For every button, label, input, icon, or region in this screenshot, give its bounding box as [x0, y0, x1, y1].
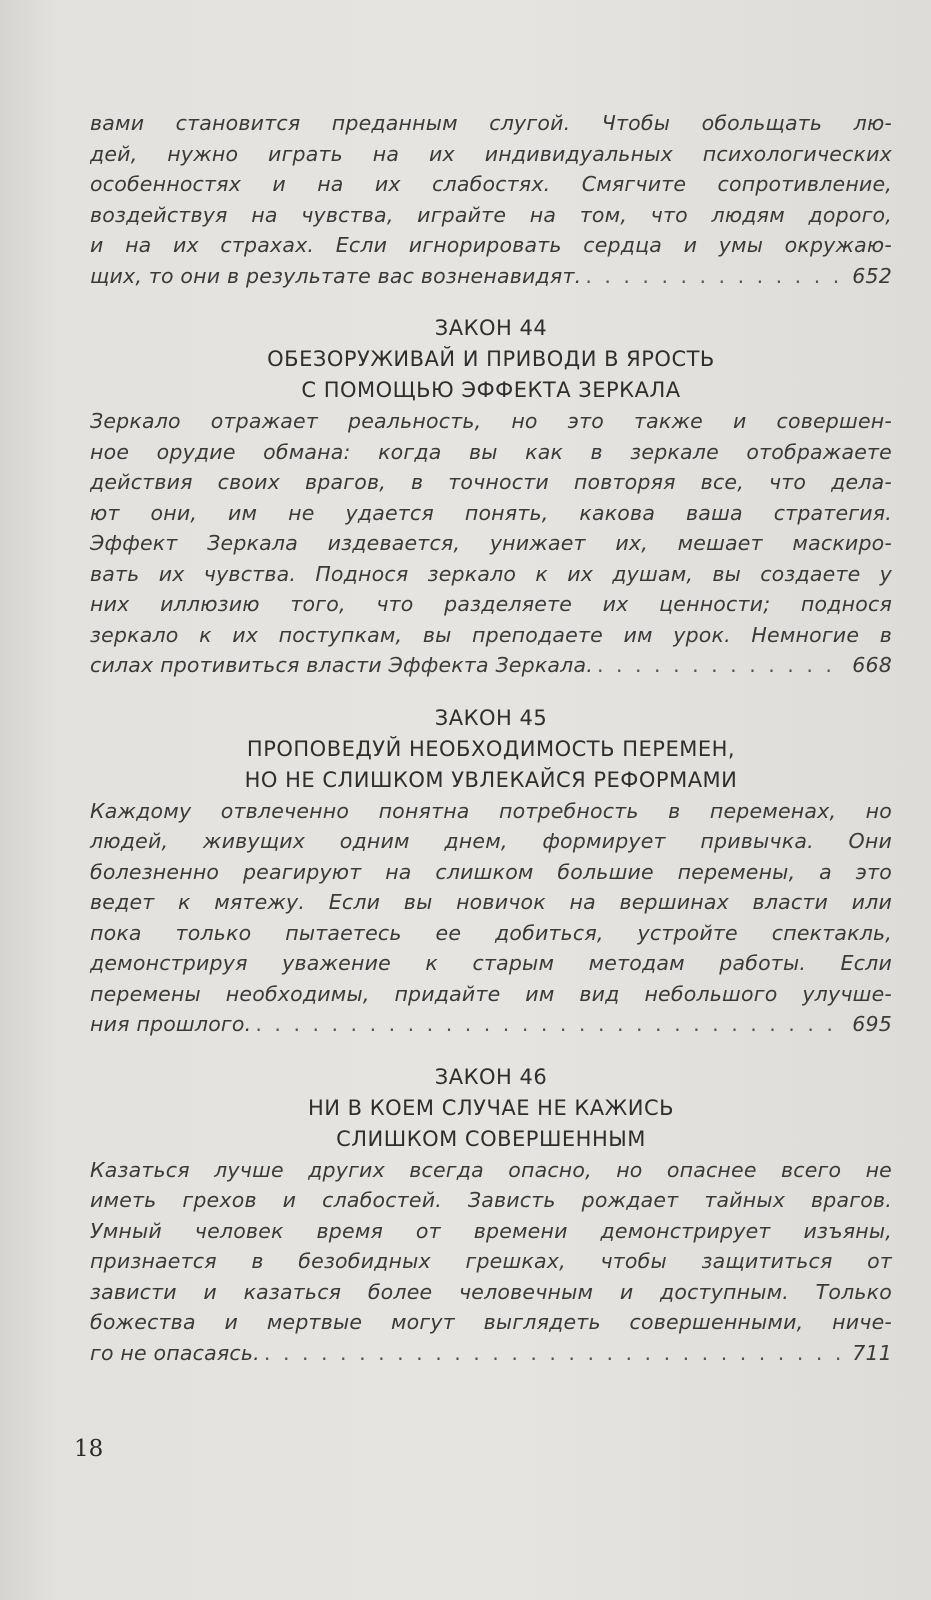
page-number: 695	[852, 1012, 892, 1036]
text-line: и на их страхах. Если игнорировать сердца и умы окружаю-	[90, 233, 892, 257]
text-line: признается в безобидных грешках, чтобы защититься от	[90, 1249, 892, 1273]
text-line: особенностях и на их слабостях. Смягчите сопротивление,	[90, 172, 892, 196]
law-number: ЗАКОН 44	[434, 316, 548, 340]
text-line: пока только пытаетесь ее добиться, устройте спектакль,	[90, 920, 892, 945]
text-line: го не опасаясь.	[90, 1340, 260, 1365]
law-title-line: НО НЕ СЛИШКОМ УВЛЕКАЙСЯ РЕФОРМАМИ	[244, 767, 738, 792]
contents-column	[90, 108, 892, 1368]
page-number: 652	[852, 263, 892, 288]
dot-leader	[585, 261, 844, 292]
text-line: ведет к мятежу. Если вы новичок на вершинах власти или	[90, 890, 892, 914]
text-line: зависти и казаться более человечным и доступным. Только	[90, 1279, 892, 1304]
entry-last-line	[90, 261, 892, 292]
text-line: демонстрируя уважение к старым методам работы. Если	[90, 951, 892, 975]
law-title-line: ПРОПОВЕДУЙ НЕОБХОДИМОСТЬ ПЕРЕМЕН,	[246, 736, 736, 761]
law-description	[90, 1155, 892, 1369]
text-line: дей, нужно играть на их индивидуальных психологических	[90, 141, 892, 166]
text-line: щих, то они в результате вас возненавидят.	[90, 263, 582, 288]
text-line: Эффект Зеркала издевается, унижает их, мешает маскиро-	[90, 531, 892, 555]
law-title-line: ОБЕЗОРУЖИВАЙ И ПРИВОДИ В ЯРОСТЬ	[267, 347, 715, 371]
law-number: ЗАКОН 45	[434, 705, 548, 730]
folio-page-number: 18	[74, 1436, 104, 1462]
text-line: зеркало к их поступкам, вы преподаете им урок. Немногие в	[90, 622, 892, 647]
entry-last-line	[90, 1009, 892, 1040]
text-line: Умный человек время от времени демонстрирует изъяны,	[90, 1218, 892, 1243]
law-title-line: С ПОМОЩЬЮ ЭФФЕКТА ЗЕРКАЛА	[301, 378, 681, 402]
law-description	[90, 406, 892, 681]
text-line: вать их чувства. Поднося зеркало к их душам, вы создаете у	[90, 561, 892, 586]
text-line: ния прошлого.	[90, 1012, 252, 1036]
dot-leader	[597, 650, 844, 681]
text-line: болезненно реагируют на слишком большие перемены, а это	[90, 859, 892, 884]
text-line: перемены необходимы, придайте им вид небольшого улучше-	[90, 981, 892, 1006]
text-line: действия своих врагов, в точности повторяя все, что дела-	[90, 470, 892, 494]
dot-leader	[264, 1338, 844, 1369]
intro-paragraph	[90, 108, 892, 291]
text-line: ное орудие обмана: когда вы как в зеркале отображаете	[90, 439, 892, 464]
law-title-line: НИ В КОЕМ СЛУЧАЕ НЕ КАЖИСЬ	[307, 1095, 675, 1120]
text-line: людей, живущих одним днем, формирует привычка. Они	[90, 829, 892, 853]
text-line: ют они, им не удается понять, какова ваша стратегия.	[90, 500, 892, 525]
page-number: 668	[852, 653, 892, 677]
page-number: 711	[852, 1340, 892, 1365]
dot-leader	[255, 1009, 844, 1040]
text-line: силах противиться власти Эффекта Зеркала.	[90, 653, 593, 677]
law-title-line: СЛИШКОМ СОВЕРШЕННЫМ	[336, 1126, 646, 1151]
entry-last-line	[90, 1338, 892, 1369]
law-number: ЗАКОН 46	[434, 1064, 548, 1089]
text-line: вами становится преданным слугой. Чтобы обольщать лю-	[90, 111, 892, 135]
text-line: Зеркало отражает реальность, но это также и совершен-	[90, 409, 892, 433]
text-line: них иллюзию того, что разделяете их ценности; поднося	[90, 592, 892, 616]
text-line: божества и мертвые могут выглядеть совершенными, ниче-	[90, 1310, 892, 1334]
entry-last-line	[90, 650, 892, 681]
text-line: Каждому отвлеченно понятна потребность в переменах, но	[90, 798, 892, 823]
law-description	[90, 796, 892, 1040]
text-line: воздействуя на чувства, играйте на том, что людям дорого,	[90, 202, 892, 227]
text-line: Казаться лучше других всегда опасно, но опаснее всего не	[90, 1157, 892, 1182]
text-line: иметь грехов и слабостей. Зависть рождает тайных врагов.	[90, 1188, 892, 1212]
